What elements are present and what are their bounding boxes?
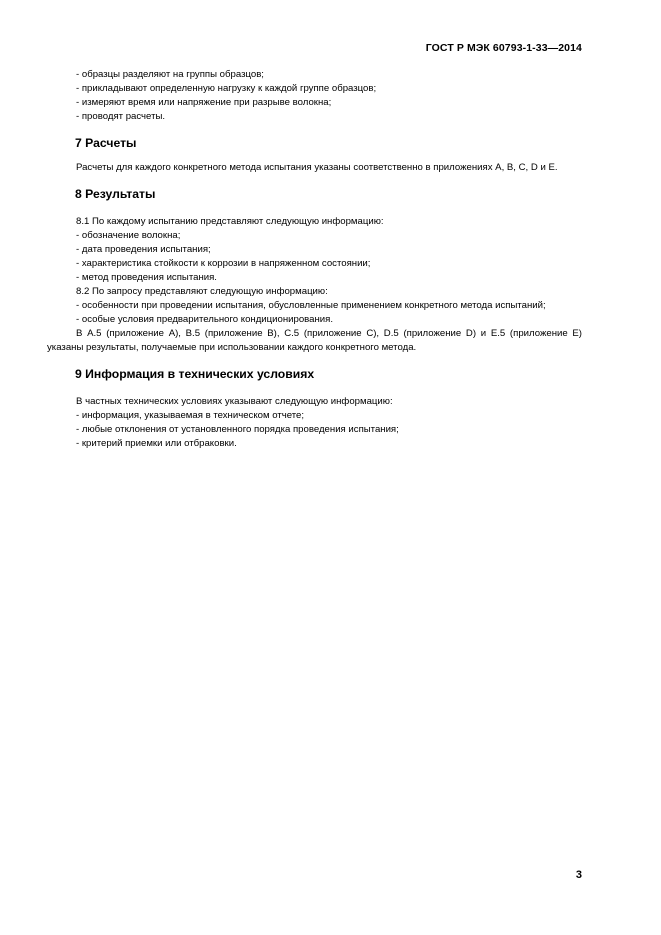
section-8-1-list-item: - характеристика стойкости к коррозии в напряженном состоянии; — [76, 258, 371, 269]
section-7-heading: 7 Расчеты — [75, 136, 137, 150]
intro-list-item: - проводят расчеты. — [76, 111, 166, 122]
page-number: 3 — [575, 869, 582, 881]
section-8-results-text: В A.5 (приложение A), B.5 (приложение B), C.5 (приложение C), D.5 (приложение D) и E.5 (приложение E) указаны результаты, получаемые при использовании каждого конкретного метода. — [47, 328, 582, 353]
page-content — [47, 68, 582, 451]
section-8-heading: 8 Результаты — [75, 187, 156, 201]
section-8-1-text: 8.1 По каждому испытанию представляют следующую информацию: — [76, 216, 384, 227]
intro-list-item: - образцы разделяют на группы образцов; — [76, 69, 264, 80]
section-8-2-list-item: - особые условия предварительного кондиционирования. — [76, 314, 334, 325]
section-9-list-item: - любые отклонения от установленного порядка проведения испытания; — [76, 424, 399, 435]
section-9-heading: 9 Информация в технических условиях — [75, 367, 315, 381]
intro-list-item: - измеряют время или напряжение при разрыве волокна; — [76, 97, 332, 108]
section-9-list-item: - критерий приемки или отбраковки. — [76, 438, 237, 449]
section-8-2-text: 8.2 По запросу представляют следующую информацию: — [76, 286, 328, 297]
section-7-text: Расчеты для каждого конкретного метода испытания указаны соответственно в приложениях A, B, C, D и E. — [76, 162, 558, 173]
section-8-2-list-item: - особенности при проведении испытания, обусловленные применением конкретного метода испытаний; — [76, 300, 546, 311]
section-8-1-list-item: - обозначение волокна; — [76, 230, 181, 241]
section-8-1-list-item: - метод проведения испытания. — [76, 272, 217, 283]
section-9-list-item: - информация, указываемая в техническом отчете; — [76, 410, 305, 421]
section-8-1-list-item: - дата проведения испытания; — [76, 244, 211, 255]
standard-header: ГОСТ Р МЭК 60793-1-33—2014 — [425, 42, 582, 54]
section-9-text: В частных технических условиях указывают следующую информацию: — [76, 396, 393, 407]
intro-list-item: - прикладывают определенную нагрузку к каждой группе образцов; — [76, 83, 377, 94]
